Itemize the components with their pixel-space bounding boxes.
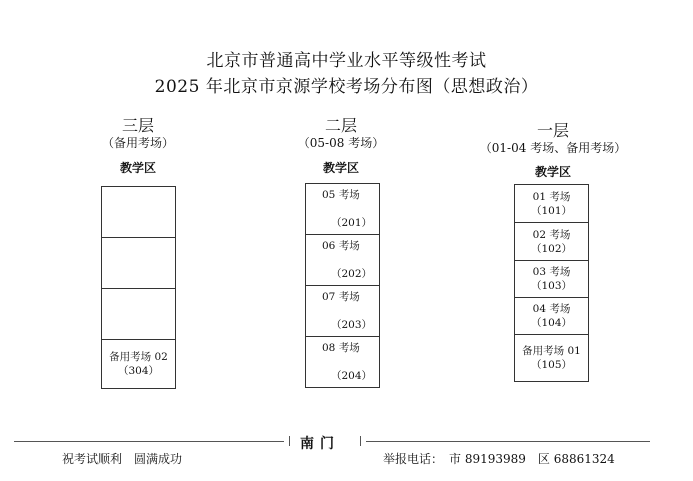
floor-2-subtitle: （05-08 考场） xyxy=(297,136,385,150)
room-name: 02 考场 xyxy=(532,228,571,241)
room-name: 01 考场 xyxy=(532,190,571,203)
floor-2-room-1 xyxy=(306,184,379,235)
room-name: 04 考场 xyxy=(532,303,571,315)
floor-2-room-3 xyxy=(306,286,379,337)
room-number: （103） xyxy=(530,280,573,292)
floor-3-room-column xyxy=(101,186,176,389)
room-number: （202） xyxy=(331,268,373,280)
floor-1-room-2 xyxy=(515,223,588,261)
floor-1-room-column xyxy=(514,184,589,382)
room-number: （104） xyxy=(530,317,573,329)
room-name: 备用考场 02 xyxy=(109,351,168,363)
south-gate-label: 南门 xyxy=(300,436,340,452)
floor-3-title: 三层 xyxy=(121,116,154,135)
footer-hotline: 举报电话： 市 89193989 区 68861324 xyxy=(383,452,615,466)
room-number: （203） xyxy=(331,319,373,331)
floor-1-room-4 xyxy=(515,298,588,335)
gate-line-right xyxy=(366,441,650,442)
room-number: （101） xyxy=(530,204,573,217)
floor-1-room-1 xyxy=(515,185,588,223)
floor-3-zone-label: 教学区 xyxy=(119,161,156,175)
floor-1-room-5 xyxy=(515,335,588,381)
room-number: （304） xyxy=(117,365,160,377)
room-name: 备用考场 01 xyxy=(522,345,581,357)
room-name: 07 考场 xyxy=(322,291,360,303)
room-name: 05 考场 xyxy=(322,189,360,201)
floor-2-room-4 xyxy=(306,337,379,387)
room-name: 08 考场 xyxy=(322,342,360,354)
floor-2-room-column xyxy=(305,183,380,388)
floor-3-room-3 xyxy=(102,289,175,340)
floor-1-title: 一层 xyxy=(536,121,569,140)
gate-post-right xyxy=(360,436,361,446)
floor-1-zone-label: 教学区 xyxy=(534,165,571,179)
floor-3-room-4 xyxy=(102,340,175,388)
room-name: 06 考场 xyxy=(322,240,360,252)
footer-wish: 祝考试顺利 圆满成功 xyxy=(62,452,183,466)
room-number: （204） xyxy=(331,370,373,382)
floor-2-room-2 xyxy=(306,235,379,286)
room-number: （102） xyxy=(530,242,573,255)
room-name: 03 考场 xyxy=(532,266,571,278)
gate-line-left xyxy=(14,441,284,442)
floor-1-subtitle: （01-04 考场、备用考场） xyxy=(479,141,627,155)
gate-post-left xyxy=(289,436,290,446)
room-number: （201） xyxy=(331,217,373,229)
floor-2-zone-label: 教学区 xyxy=(322,161,359,175)
floor-3-room-2 xyxy=(102,238,175,289)
title-line-2: 2025 年北京市京源学校考场分布图（思想政治） xyxy=(154,77,539,97)
title-line-1: 北京市普通高中学业水平等级性考试 xyxy=(206,51,487,71)
floor-2-title: 二层 xyxy=(324,116,357,135)
room-number: （105） xyxy=(530,359,573,371)
floor-3-room-1 xyxy=(102,187,175,238)
floor-3-subtitle: （备用考场） xyxy=(101,136,174,150)
floor-1-room-3 xyxy=(515,261,588,298)
